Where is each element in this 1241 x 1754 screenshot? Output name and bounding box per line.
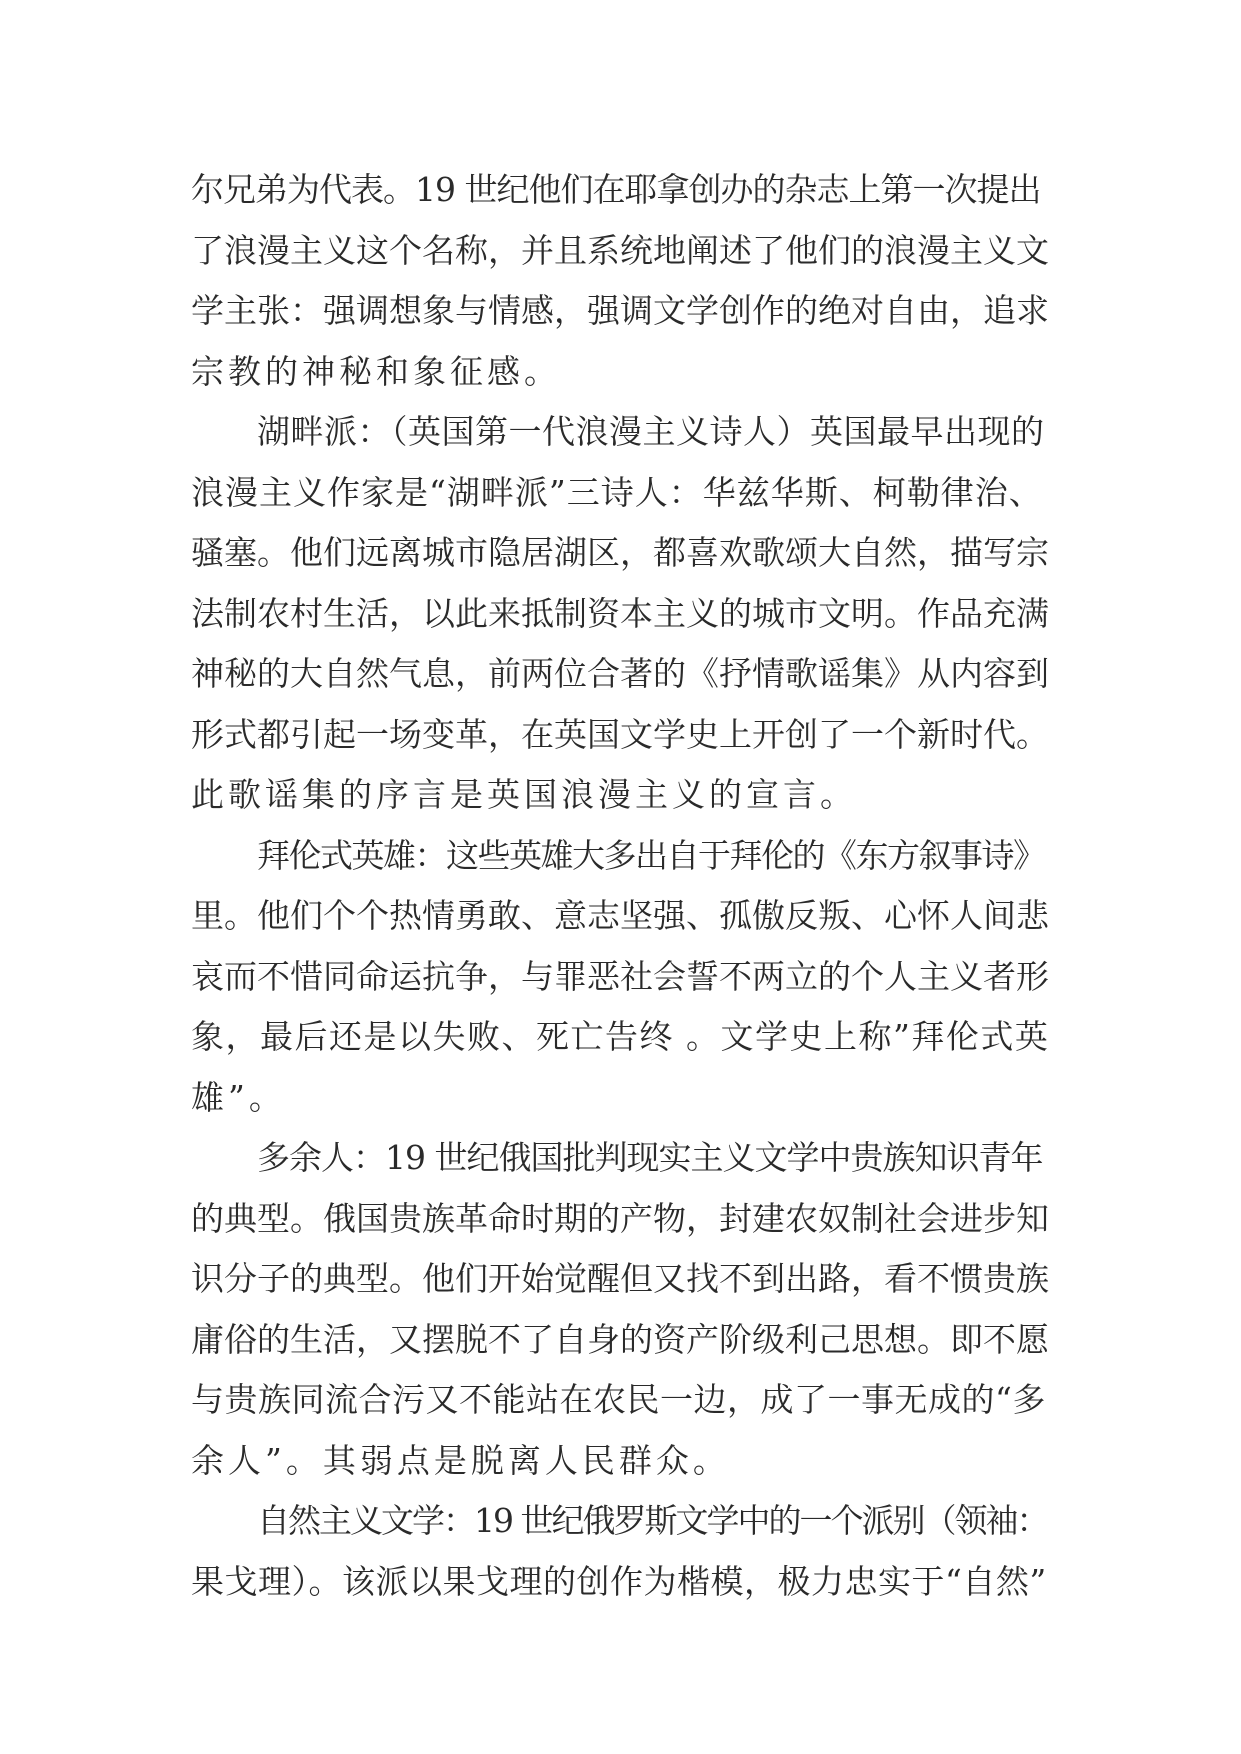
text-line: 了浪漫主义这个名称，并且系统地阐述了他们的浪漫主义文 (191, 230, 1049, 270)
text-line: 神秘的大自然气息，前两位合著的《抒情歌谣集》从内容到 (191, 654, 1049, 693)
body-text (191, 160, 1051, 1612)
text-line: 庸俗的生活，又摆脱不了自身的资产阶级利己思想。即不愿 (191, 1319, 1049, 1359)
text-line: 尔兄弟为代表。19 世纪他们在耶拿创办的杂志上第一次提出 (191, 170, 1041, 209)
text-line: 骚塞。他们远离城市隐居湖区，都喜欢歌颂大自然，描写宗 (191, 533, 1049, 572)
text-line: 浪漫主义作家是“湖畔派”三诗人：华兹华斯、柯勒律治、 (191, 472, 1043, 512)
text-line: 象，最后还是以失败、死亡告终 。文学史上称”拜伦式英 (191, 1017, 1050, 1056)
text-line: 法制农村生活，以此来抵制资本主义的城市文明。作品充满 (191, 593, 1049, 633)
text-line: 果戈理）。该派以果戈理的创作为楷模，极力忠实于“自然” (191, 1561, 1047, 1601)
text-line: 拜伦式英雄：这些英雄大多出自于拜伦的《东方叙事诗》 (257, 835, 1045, 875)
text-line: 此歌谣集的序言是英国浪漫主义的宣言。 (191, 775, 857, 814)
text-line: 湖畔派：（英国第一代浪漫主义诗人）英国最早出现的 (257, 412, 1045, 451)
text-line: 多余人：19 世纪俄国批判现实主义文学中贵族知识青年 (257, 1138, 1043, 1177)
text-line: 雄”。 (191, 1077, 286, 1117)
text-line: 余人”。其弱点是脱离人民群众。 (191, 1440, 730, 1480)
text-line: 学主张：强调想象与情感，强调文学创作的绝对自由，追求 (191, 291, 1049, 330)
text-line: 自然主义文学：19 世纪俄罗斯文学中的一个派别（领袖： (257, 1501, 1048, 1540)
text-line: 的典型。俄国贵族革命时期的产物，封建农奴制社会进步知 (191, 1198, 1049, 1238)
text-line: 里。他们个个热情勇敢、意志坚强、孤傲反叛、心怀人间悲 (191, 896, 1049, 935)
text-line: 形式都引起一场变革，在英国文学史上开创了一个新时代。 (191, 714, 1049, 754)
text-line: 哀而不惜同命运抗争，与罪恶社会誓不两立的个人主义者形 (191, 956, 1049, 996)
text-line: 与贵族同流合污又不能站在农民一边，成了一事无成的“多 (191, 1380, 1046, 1419)
text-line: 识分子的典型。他们开始觉醒但又找不到出路，看不惯贵族 (191, 1259, 1049, 1298)
text-line: 宗教的神秘和象征感。 (191, 351, 561, 391)
